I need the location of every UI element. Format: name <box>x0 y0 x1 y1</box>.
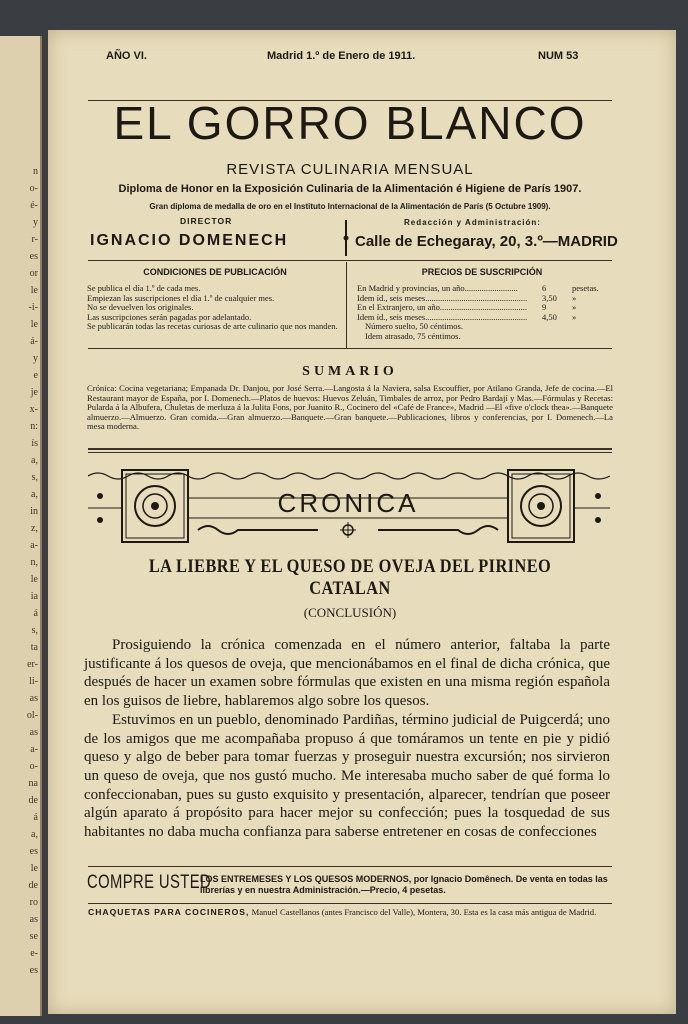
director-label: DIRECTOR <box>180 216 233 226</box>
price-extra: Número suelto, 50 céntimos. <box>365 321 463 331</box>
facing-page-fragment: n, <box>30 557 38 568</box>
condition-line: Se publica el día 1.º de cada mes. <box>87 283 201 293</box>
ad-headline: COMPRE USTED <box>87 872 212 893</box>
facing-page-fragment: á <box>33 608 38 619</box>
condition-line: Se publicarán todas las recetas curiosas de arte culinario que nos manden. <box>87 321 338 331</box>
article-subtitle: (CONCLUSIÓN) <box>303 605 397 620</box>
facing-page-fragment: x- <box>29 404 38 415</box>
facing-page-fragment: le <box>30 863 38 874</box>
ad-text: LOS ENTREMESES Y LOS QUESOS MODERNOS, por Ignacio Domênech. De venta en todas las librerías y en nuestra Administración.—Precio, 4 pesetas. <box>200 874 608 895</box>
facing-page-fragment: er- <box>27 659 38 670</box>
rule-after-sumario-thin <box>88 452 612 453</box>
facing-page-fragment: as <box>29 914 38 925</box>
price-label: En el Extranjero, un año......................................... <box>357 303 527 312</box>
price-value: 6 <box>542 283 547 293</box>
sumario-heading: SUMARIO <box>302 364 398 379</box>
facing-page-fragment: é- <box>30 200 38 211</box>
diploma-line: Diploma de Honor en la Exposición Culinaria de la Alimentación é Higiene de París 1907. <box>118 183 582 195</box>
rule-bottom-box <box>88 348 612 349</box>
facing-page-fragment: es <box>29 846 38 857</box>
article-title: LA LIEBRE Y EL QUESO DE OVEJA DEL PIRINEO CATALAN <box>148 556 552 599</box>
facing-page-fragment: a, <box>31 455 38 466</box>
masthead-title: EL GORRO BLANCO <box>113 97 587 149</box>
director-name: IGNACIO DOMENECH <box>90 232 289 249</box>
paragraph: Estuvimos en un pueblo, denominado Pardiñas, término judicial de Puigcerdá; uno de los amigos que me acompañaba propuso á que tomáramos un tente en pie y pidió queso y algo de beber para tomar fuerzas y proseguir nuestra excursión; nos sirvieron un queso de oveja, que nos gustó mucho. Me interesaba mucho saber de qué forma lo confeccionaban, pues su gusto exquisito y presentación, alparecer, tendrían que poseer algún aparato á propósito para hacer mejor su confección; pues la tosquedad de sus habitantes no daba mucha confianza para saberse entretener en cosas de confecciones <box>84 711 610 841</box>
price-unit: » <box>572 311 577 322</box>
facing-page-edge <box>0 36 42 1016</box>
rule-after-sumario <box>88 448 612 450</box>
header-bar <box>60 50 600 66</box>
sumario-text: Crónica: Cocina vegetariana; Empanada Dr. Danjou, por José Serra.—Langosta á la Naviera, salsa Escouffier, por Atilano Granda, Jefe de cocina.—El Restaurant mayor de España, por I. Domenech.—Platos de huevos: Huevos Zeluán, Timbales de arroz, por Pedro Bardají y Mas.—Fórmulas y Recetas: Pularda á la Albufera, Chuletas de merluza á la Julita Fons, por Juanito R., Cocinero del «Café de France», Madrid —El «five o'clock thea».—Banquete almuerzo.—Almuerzo. Gran comida.—Gran almuerzo.—Banquete.—Gran banquete.—Publicaciones, libros y conferencias, por I. Domenech.—La mesa moderna. <box>87 383 613 432</box>
price-label: Idem íd., seis meses................................................ <box>357 293 528 303</box>
facing-page-fragment: a, <box>31 489 38 500</box>
rule-before-footer <box>88 903 612 904</box>
price-label: En Madrid y provincias, un año......................... <box>357 284 518 293</box>
facing-page-fragment: z, <box>31 523 38 534</box>
facing-page-fragment: r- <box>31 234 38 245</box>
issue-year: AÑO VI. <box>106 50 147 62</box>
price-extra: Idem atrasado, 75 céntimos. <box>365 330 461 341</box>
facing-page-fragment: ia <box>30 591 38 602</box>
facing-page-fragment: as <box>29 693 38 704</box>
footer-ad <box>88 908 612 918</box>
facing-page-fragment: li- <box>29 676 38 687</box>
masthead-subtitle: REVISTA CULINARIA MENSUAL <box>226 161 474 178</box>
paragraph: Prosiguiendo la crónica comenzada en el número anterior, faltaba la parte justificante á los quesos de oveja, que mencionábamos en el final de dicha crónica, que después de hacer un examen sobre fórmulas que existen en una misma región española en los guisos de liebre, hablaremos algo sobre los quesos. <box>84 637 610 710</box>
facing-page-fragment: a- <box>30 540 38 551</box>
facing-page-fragment: le <box>30 574 38 585</box>
price-label: Idem íd., seis meses................................................ <box>357 312 528 322</box>
facing-page-fragment: je <box>30 387 38 398</box>
facing-page-fragment: y <box>33 217 38 228</box>
issue-number: NUM 53 <box>538 50 579 62</box>
facing-page-fragment: le <box>30 319 38 330</box>
facing-page-fragment: o- <box>29 183 38 194</box>
facing-page-fragment: e <box>33 370 38 381</box>
section-title: CRONICA <box>277 488 419 518</box>
condition-line: Empiezan las suscripciones el día 1.º de cualquier mes. <box>87 292 275 303</box>
facing-page-fragment: as <box>29 727 38 738</box>
facing-page-fragment: a- <box>30 744 38 755</box>
prices-heading: PRECIOS DE SUSCRIPCIÓN <box>421 267 543 277</box>
footer-ad-brand: CHAQUETAS PARA COCINEROS, <box>88 907 250 917</box>
condition-line: Las suscripciones serán pagadas por adelantado. <box>87 311 252 322</box>
facing-page-fragment: á <box>33 812 38 823</box>
facing-page-fragment: y <box>33 353 38 364</box>
price-value: 4,50 <box>542 311 557 322</box>
rule-before-ad <box>88 866 612 867</box>
facing-page-fragment: le <box>30 285 38 296</box>
price-unit: » <box>572 292 577 303</box>
ornament-divider-icon <box>342 220 350 256</box>
facing-page-fragment: n <box>33 166 38 177</box>
price-value: 3,50 <box>542 292 557 303</box>
price-value: 9 <box>542 302 547 312</box>
rule-top-box <box>88 260 612 261</box>
conditions-list <box>87 284 342 332</box>
address: Calle de Echegaray, 20, 3.º—MADRID <box>355 233 618 250</box>
gran-diploma-line: Gran diploma de medalla de oro en el Instituto Internacional de la Alimentación de París (5 Octubre 1909). <box>149 202 551 211</box>
facing-page-fragment: es <box>29 965 38 976</box>
article-body <box>84 636 610 842</box>
redaccion-label: Redacción y Administración: <box>404 218 541 227</box>
facing-page-fragment: ís <box>31 438 38 449</box>
prices-table <box>357 284 612 341</box>
price-unit: pesetas. <box>572 283 599 293</box>
price-unit: » <box>572 302 577 312</box>
facing-page-fragment: in <box>30 506 38 517</box>
facing-page-fragment: ro <box>29 897 38 908</box>
facing-page-fragment: de <box>28 795 38 806</box>
facing-page-fragment: de <box>28 880 38 891</box>
facing-page-fragment: ta <box>30 642 38 653</box>
box-divider <box>346 262 347 348</box>
facing-page-fragment: n: <box>30 421 38 432</box>
facing-page-fragment: s, <box>31 472 38 483</box>
condition-line: No se devuelven los originales. <box>87 302 194 312</box>
facing-page-fragment: es <box>29 251 38 262</box>
facing-page-fragment: o- <box>29 761 38 772</box>
facing-page-fragment: s, <box>31 625 38 636</box>
facing-page-fragment: e- <box>30 948 38 959</box>
issue-date: Madrid 1.º de Enero de 1911. <box>267 50 416 62</box>
conditions-heading: CONDICIONES DE PUBLICACIÓN <box>143 267 287 277</box>
facing-page-fragment: na <box>28 778 38 789</box>
footer-ad-text: Manuel Castellanos (antes Francisco del Valle), Montera, 30. Esta es la casa más antigua de Madrid. <box>251 907 597 917</box>
facing-page-fragment: a, <box>31 829 38 840</box>
facing-page-fragment: -i- <box>28 302 38 313</box>
facing-page-fragment: se <box>29 931 38 942</box>
facing-page-fragment: ol- <box>26 710 38 721</box>
facing-page-fragment: or <box>29 268 38 279</box>
facing-page-fragment: á- <box>30 336 38 347</box>
